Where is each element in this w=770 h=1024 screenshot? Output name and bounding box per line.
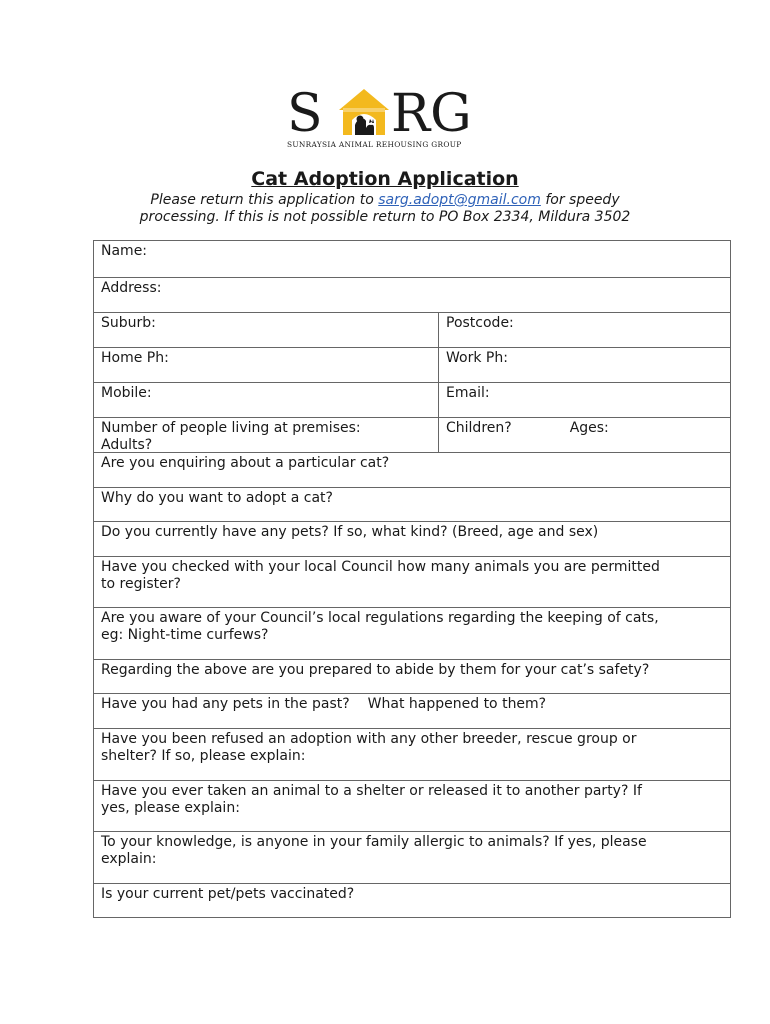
work-phone-label: Work Ph: bbox=[446, 350, 508, 366]
logo-tagline: SUNRAYSIA ANIMAL REHOUSING GROUP bbox=[287, 140, 462, 149]
email-label: Email: bbox=[446, 385, 490, 401]
mobile-field[interactable] bbox=[94, 383, 439, 417]
regulations-question bbox=[94, 608, 730, 659]
past-pets-question bbox=[94, 694, 730, 728]
name-label: Name: bbox=[101, 243, 148, 259]
people-count-label: Number of people living at premises: bbox=[101, 420, 361, 436]
children-field[interactable] bbox=[439, 418, 730, 452]
shelter-question-line-1: Have you ever taken an animal to a shelter or released it to another party? If bbox=[101, 783, 642, 799]
name-row[interactable] bbox=[94, 241, 730, 277]
particular-cat-row[interactable] bbox=[94, 452, 730, 487]
home-phone-field[interactable] bbox=[94, 348, 439, 382]
suburb-postcode-row bbox=[94, 312, 730, 347]
council-row[interactable] bbox=[94, 556, 730, 607]
suburb-label: Suburb: bbox=[101, 315, 156, 331]
allergy-row[interactable] bbox=[94, 831, 730, 883]
current-pets-row[interactable] bbox=[94, 521, 730, 556]
address-label: Address: bbox=[101, 280, 162, 296]
household-row bbox=[94, 417, 730, 452]
ages-label: Ages: bbox=[569, 420, 609, 436]
council-question-line-1: Have you checked with your local Council how many animals you are permitted bbox=[101, 559, 660, 575]
adults-label: Adults? bbox=[101, 437, 153, 453]
email-link[interactable]: sarg.adopt@gmail.com bbox=[378, 192, 541, 208]
sarg-logo bbox=[285, 86, 485, 154]
mobile-email-row bbox=[94, 382, 730, 417]
why-adopt-row[interactable] bbox=[94, 487, 730, 521]
vaccinated-question: Is your current pet/pets vaccinated? bbox=[101, 886, 355, 902]
past-pets-label: Have you had any pets in the past? bbox=[101, 696, 350, 712]
refused-question-line-1: Have you been refused an adoption with any other breeder, rescue group or bbox=[101, 731, 637, 747]
why-adopt-question: Why do you want to adopt a cat? bbox=[101, 490, 333, 506]
logo-letter-s: S bbox=[287, 84, 323, 144]
vaccinated-row[interactable] bbox=[94, 883, 730, 917]
page-title: Cat Adoption Application bbox=[251, 168, 519, 190]
current-pets-question: Do you currently have any pets? If so, what kind? (Breed, age and sex) bbox=[101, 524, 599, 540]
allergy-question-line-2: explain: bbox=[101, 851, 157, 867]
abide-question: Regarding the above are you prepared to abide by them for your cat’s safety? bbox=[101, 662, 650, 678]
suburb-field[interactable] bbox=[94, 313, 439, 347]
phone-row bbox=[94, 347, 730, 382]
past-pets-row[interactable] bbox=[94, 693, 730, 728]
regulations-question-line-1: Are you aware of your Council’s local regulations regarding the keeping of cats, bbox=[101, 610, 659, 626]
postcode-field[interactable] bbox=[439, 313, 730, 347]
allergy-question-line-1: To your knowledge, is anyone in your family allergic to animals? If yes, please bbox=[101, 834, 647, 850]
refused-row[interactable] bbox=[94, 728, 730, 780]
shelter-question-line-2: yes, please explain: bbox=[101, 800, 240, 816]
shelter-row[interactable] bbox=[94, 780, 730, 831]
intro-text-after: for speedy bbox=[540, 192, 620, 208]
allergy-question bbox=[94, 832, 730, 883]
refused-question bbox=[94, 729, 730, 780]
address-row[interactable] bbox=[94, 277, 730, 312]
intro-text-before: Please return this application to bbox=[150, 192, 379, 208]
postcode-label: Postcode: bbox=[446, 315, 514, 331]
intro-text bbox=[0, 192, 770, 226]
regulations-question-line-2: eg: Night-time curfews? bbox=[101, 627, 269, 643]
home-phone-label: Home Ph: bbox=[101, 350, 169, 366]
refused-question-line-2: shelter? If so, please explain: bbox=[101, 748, 306, 764]
regulations-row[interactable] bbox=[94, 607, 730, 659]
children-label: Children? bbox=[446, 420, 512, 436]
mobile-label: Mobile: bbox=[101, 385, 152, 401]
logo-letters-rg: RG bbox=[391, 84, 472, 144]
email-field[interactable] bbox=[439, 383, 730, 417]
council-question-line-2: to register? bbox=[101, 576, 181, 592]
particular-cat-question: Are you enquiring about a particular cat? bbox=[101, 455, 390, 471]
dog-house-icon bbox=[335, 88, 393, 136]
what-happened-label: What happened to them? bbox=[367, 696, 547, 712]
shelter-question bbox=[94, 781, 730, 831]
abide-row[interactable] bbox=[94, 659, 730, 693]
intro-line-2: processing. If this is not possible return to PO Box 2334, Mildura 3502 bbox=[139, 209, 631, 225]
council-question bbox=[94, 557, 730, 607]
work-phone-field[interactable] bbox=[439, 348, 730, 382]
application-form bbox=[93, 240, 731, 918]
intro-line-1 bbox=[0, 192, 770, 209]
adults-field[interactable] bbox=[94, 418, 439, 452]
